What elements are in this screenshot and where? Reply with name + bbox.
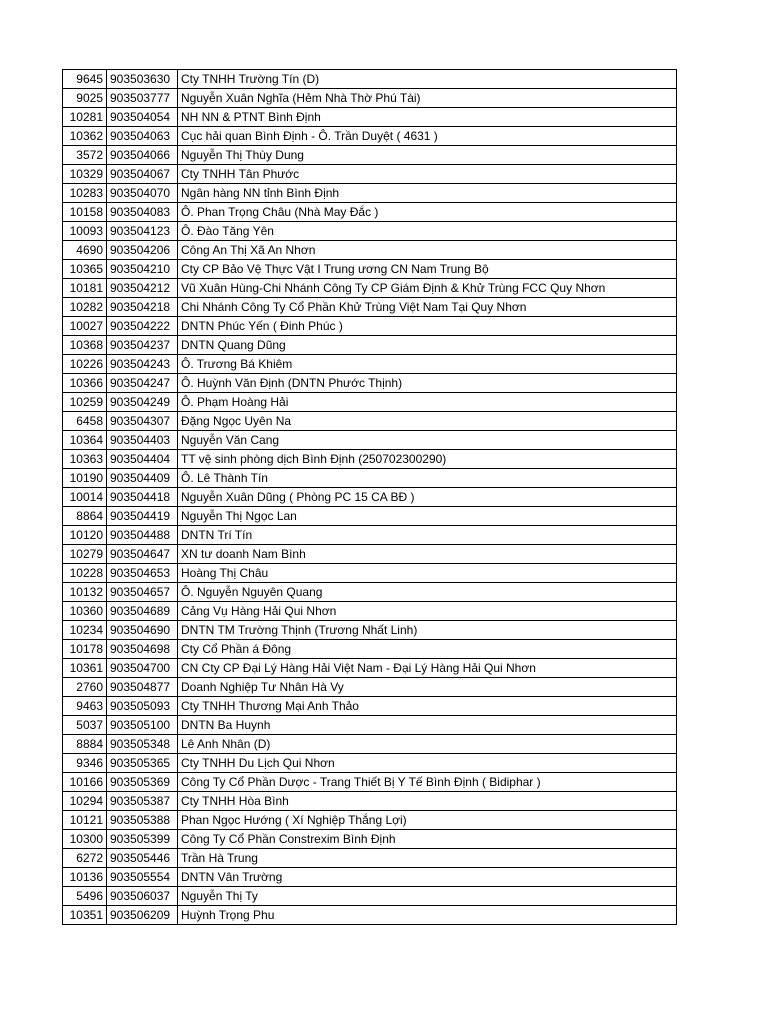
row-name-cell[interactable]: DNTN Phúc Yến ( Đinh Phúc ) (178, 317, 677, 336)
row-id-cell[interactable]: 10234 (63, 621, 107, 640)
row-id-cell[interactable]: 10279 (63, 545, 107, 564)
row-code-cell[interactable]: 903504218 (107, 298, 178, 317)
row-id-cell[interactable]: 9346 (63, 754, 107, 773)
table-row (63, 811, 677, 830)
row-code-cell[interactable]: 903504488 (107, 526, 178, 545)
row-id-cell[interactable]: 10132 (63, 583, 107, 602)
row-code-cell[interactable]: 903506209 (107, 906, 178, 925)
table-row (63, 450, 677, 469)
row-id-cell[interactable]: 10178 (63, 640, 107, 659)
table-row (63, 697, 677, 716)
row-name-cell[interactable]: DNTN TM Trường Thịnh (Trương Nhất Linh) (178, 621, 677, 640)
table-row (63, 203, 677, 222)
table-row (63, 355, 677, 374)
row-name-cell[interactable]: Doanh Nghiệp Tư Nhân Hà Vy (178, 678, 677, 697)
row-name-cell[interactable]: Ô. Phạm Hoàng Hải (178, 393, 677, 412)
row-name-cell[interactable]: Ô. Đào Tăng Yên (178, 222, 677, 241)
row-code-cell[interactable]: 903505369 (107, 773, 178, 792)
table-row (63, 906, 677, 925)
row-code-cell[interactable]: 903504054 (107, 108, 178, 127)
table-row (63, 640, 677, 659)
row-name-cell[interactable]: Nguyễn Văn Cang (178, 431, 677, 450)
row-code-cell[interactable]: 903504212 (107, 279, 178, 298)
table-row (63, 716, 677, 735)
row-code-cell[interactable]: 903504066 (107, 146, 178, 165)
row-code-cell[interactable]: 903505446 (107, 849, 178, 868)
table-row (63, 545, 677, 564)
table-row (63, 222, 677, 241)
row-name-cell[interactable]: Ngân hàng NN tỉnh Bình Định (178, 184, 677, 203)
row-name-cell[interactable]: Lê Anh Nhân (D) (178, 735, 677, 754)
row-code-cell[interactable]: 903505365 (107, 754, 178, 773)
table-row (63, 564, 677, 583)
row-name-cell[interactable]: Huỳnh Trọng Phu (178, 906, 677, 925)
row-id-cell[interactable]: 10360 (63, 602, 107, 621)
row-code-cell[interactable]: 903503777 (107, 89, 178, 108)
row-name-cell[interactable]: Cty Cổ Phần á Đông (178, 640, 677, 659)
row-id-cell[interactable]: 9645 (63, 70, 107, 89)
row-code-cell[interactable]: 903504243 (107, 355, 178, 374)
row-name-cell[interactable]: DNTN Vân Trường (178, 868, 677, 887)
table-row (63, 336, 677, 355)
row-name-cell[interactable]: XN tư doanh Nam Bình (178, 545, 677, 564)
row-id-cell[interactable]: 8864 (63, 507, 107, 526)
row-code-cell[interactable]: 903504877 (107, 678, 178, 697)
row-code-cell[interactable]: 903504222 (107, 317, 178, 336)
table-row (63, 621, 677, 640)
row-name-cell[interactable]: NH NN & PTNT Bình Định (178, 108, 677, 127)
row-id-cell[interactable]: 6272 (63, 849, 107, 868)
row-code-cell[interactable]: 903504647 (107, 545, 178, 564)
row-id-cell[interactable]: 10366 (63, 374, 107, 393)
row-name-cell[interactable]: Cty TNHH Tân Phước (178, 165, 677, 184)
row-id-cell[interactable]: 10014 (63, 488, 107, 507)
row-id-cell[interactable]: 9025 (63, 89, 107, 108)
row-id-cell[interactable]: 6458 (63, 412, 107, 431)
row-code-cell[interactable]: 903504698 (107, 640, 178, 659)
row-name-cell[interactable]: Hoàng Thị Châu (178, 564, 677, 583)
row-id-cell[interactable]: 10027 (63, 317, 107, 336)
row-name-cell[interactable]: Vũ Xuân Hùng-Chi Nhánh Công Ty CP Giám Định & Khử Trùng FCC Quy Nhơn (178, 279, 677, 298)
row-id-cell[interactable]: 10158 (63, 203, 107, 222)
table-row (63, 754, 677, 773)
table-row (63, 678, 677, 697)
row-name-cell[interactable]: Cty TNHH Hòa Bình (178, 792, 677, 811)
row-code-cell[interactable]: 903504063 (107, 127, 178, 146)
table-row (63, 526, 677, 545)
row-name-cell[interactable]: Cảng Vụ Hàng Hải Qui Nhơn (178, 602, 677, 621)
row-name-cell[interactable]: DNTN Ba Huynh (178, 716, 677, 735)
row-code-cell[interactable]: 903504409 (107, 469, 178, 488)
row-id-cell[interactable]: 10281 (63, 108, 107, 127)
row-code-cell[interactable]: 903504210 (107, 260, 178, 279)
table-row (63, 317, 677, 336)
row-id-cell[interactable]: 10120 (63, 526, 107, 545)
row-name-cell[interactable]: Ô. Trương Bá Khiêm (178, 355, 677, 374)
row-name-cell[interactable]: Nguyễn Xuân Nghĩa (Hẻm Nhà Thờ Phú Tài) (178, 89, 677, 108)
row-code-cell[interactable]: 903504419 (107, 507, 178, 526)
row-name-cell[interactable]: Ô. Phan Trọng Châu (Nhà May Đắc ) (178, 203, 677, 222)
row-code-cell[interactable]: 903504237 (107, 336, 178, 355)
row-id-cell[interactable]: 8884 (63, 735, 107, 754)
row-code-cell[interactable]: 903504067 (107, 165, 178, 184)
table-row (63, 735, 677, 754)
row-name-cell[interactable]: Cty TNHH Trường Tín (D) (178, 70, 677, 89)
table-row (63, 773, 677, 792)
row-id-cell[interactable]: 10300 (63, 830, 107, 849)
row-code-cell[interactable]: 903505554 (107, 868, 178, 887)
row-id-cell[interactable]: 10283 (63, 184, 107, 203)
row-code-cell[interactable]: 903504657 (107, 583, 178, 602)
row-id-cell[interactable]: 10294 (63, 792, 107, 811)
row-code-cell[interactable]: 903504404 (107, 450, 178, 469)
table-row (63, 431, 677, 450)
row-code-cell[interactable]: 903505348 (107, 735, 178, 754)
table-row (63, 393, 677, 412)
row-name-cell[interactable]: DNTN Trí Tín (178, 526, 677, 545)
table-row (63, 412, 677, 431)
table-row (63, 792, 677, 811)
table-row (63, 507, 677, 526)
row-name-cell[interactable]: CN Cty CP Đại Lý Hàng Hải Việt Nam - Đại Lý Hàng Hải Qui Nhơn (178, 659, 677, 678)
row-code-cell[interactable]: 903503630 (107, 70, 178, 89)
row-id-cell[interactable]: 10361 (63, 659, 107, 678)
row-id-cell[interactable]: 4690 (63, 241, 107, 260)
table-row (63, 887, 677, 906)
row-code-cell[interactable]: 903504700 (107, 659, 178, 678)
table-row (63, 70, 677, 89)
row-code-cell[interactable]: 903505100 (107, 716, 178, 735)
row-name-cell[interactable]: Cty TNHH Thương Mại Anh Thảo (178, 697, 677, 716)
row-id-cell[interactable]: 10351 (63, 906, 107, 925)
table-row (63, 849, 677, 868)
row-name-cell[interactable]: DNTN Quang Dũng (178, 336, 677, 355)
row-id-cell[interactable]: 10368 (63, 336, 107, 355)
row-name-cell[interactable]: Nguyễn Xuân Dũng ( Phòng PC 15 CA BĐ ) (178, 488, 677, 507)
row-name-cell[interactable]: TT vệ sinh phòng dịch Bình Định (250702300290) (178, 450, 677, 469)
row-id-cell[interactable]: 2760 (63, 678, 107, 697)
row-id-cell[interactable]: 10121 (63, 811, 107, 830)
table-row (63, 830, 677, 849)
row-code-cell[interactable]: 903504083 (107, 203, 178, 222)
row-id-cell[interactable]: 5037 (63, 716, 107, 735)
table-row (63, 184, 677, 203)
row-name-cell[interactable]: Công Ty Cổ Phần Constrexim Bình Định (178, 830, 677, 849)
row-code-cell[interactable]: 903504307 (107, 412, 178, 431)
row-id-cell[interactable]: 10190 (63, 469, 107, 488)
row-id-cell[interactable]: 10364 (63, 431, 107, 450)
row-code-cell[interactable]: 903504123 (107, 222, 178, 241)
table-row (63, 659, 677, 678)
row-name-cell[interactable]: Trần Hà Trung (178, 849, 677, 868)
row-name-cell[interactable]: Công An Thị Xã An Nhơn (178, 241, 677, 260)
table-row (63, 260, 677, 279)
row-id-cell[interactable]: 10329 (63, 165, 107, 184)
row-name-cell[interactable]: Ô. Nguyễn Nguyên Quang (178, 583, 677, 602)
row-id-cell[interactable]: 10365 (63, 260, 107, 279)
row-code-cell[interactable]: 903504070 (107, 184, 178, 203)
row-id-cell[interactable]: 10228 (63, 564, 107, 583)
row-name-cell[interactable]: Cục hải quan Bình Định - Ô. Trần Duyệt ( 4631 ) (178, 127, 677, 146)
row-code-cell[interactable]: 903505093 (107, 697, 178, 716)
table-row (63, 89, 677, 108)
row-id-cell[interactable]: 10282 (63, 298, 107, 317)
row-code-cell[interactable]: 903505388 (107, 811, 178, 830)
row-name-cell[interactable]: Ô. Lê Thành Tín (178, 469, 677, 488)
row-id-cell[interactable]: 10259 (63, 393, 107, 412)
row-code-cell[interactable]: 903505399 (107, 830, 178, 849)
row-id-cell[interactable]: 10226 (63, 355, 107, 374)
row-code-cell[interactable]: 903505387 (107, 792, 178, 811)
table-row (63, 298, 677, 317)
table-row (63, 583, 677, 602)
row-id-cell[interactable]: 10136 (63, 868, 107, 887)
row-id-cell[interactable]: 10363 (63, 450, 107, 469)
row-name-cell[interactable]: Ô. Huỳnh Văn Định (DNTN Phước Thịnh) (178, 374, 677, 393)
row-id-cell[interactable]: 10093 (63, 222, 107, 241)
row-id-cell[interactable]: 10362 (63, 127, 107, 146)
row-name-cell[interactable]: Chi Nhánh Công Ty Cổ Phần Khử Trùng Việt Nam Tại Quy Nhơn (178, 298, 677, 317)
table-row (63, 488, 677, 507)
row-name-cell[interactable]: Nguyễn Thị Ty (178, 887, 677, 906)
row-id-cell[interactable]: 5496 (63, 887, 107, 906)
row-name-cell[interactable]: Đặng Ngọc Uyên Na (178, 412, 677, 431)
table-row (63, 602, 677, 621)
row-id-cell[interactable]: 3572 (63, 146, 107, 165)
row-code-cell[interactable]: 903504206 (107, 241, 178, 260)
row-name-cell[interactable]: Phan Ngọc Hướng ( Xí Nghiệp Thắng Lợi) (178, 811, 677, 830)
row-code-cell[interactable]: 903506037 (107, 887, 178, 906)
table-row (63, 127, 677, 146)
row-id-cell[interactable]: 10181 (63, 279, 107, 298)
row-code-cell[interactable]: 903504653 (107, 564, 178, 583)
row-code-cell[interactable]: 903504249 (107, 393, 178, 412)
row-id-cell[interactable]: 9463 (63, 697, 107, 716)
table-row (63, 374, 677, 393)
customer-table-body (63, 70, 677, 925)
table-row (63, 165, 677, 184)
row-code-cell[interactable]: 903504690 (107, 621, 178, 640)
table-row (63, 469, 677, 488)
table-row (63, 241, 677, 260)
row-code-cell[interactable]: 903504689 (107, 602, 178, 621)
row-name-cell[interactable]: Cty TNHH Du Lịch Qui Nhơn (178, 754, 677, 773)
row-name-cell[interactable]: Nguyễn Thị Thùy Dung (178, 146, 677, 165)
table-row (63, 146, 677, 165)
row-code-cell[interactable]: 903504418 (107, 488, 178, 507)
row-name-cell[interactable]: Công Ty Cổ Phần Dược - Trang Thiết Bị Y Tế Bình Định ( Bidiphar ) (178, 773, 677, 792)
row-code-cell[interactable]: 903504247 (107, 374, 178, 393)
table-row (63, 108, 677, 127)
table-row (63, 279, 677, 298)
row-code-cell[interactable]: 903504403 (107, 431, 178, 450)
table-row (63, 868, 677, 887)
row-id-cell[interactable]: 10166 (63, 773, 107, 792)
row-name-cell[interactable]: Cty CP Bảo Vệ Thực Vật I Trung ương CN Nam Trung Bộ (178, 260, 677, 279)
row-name-cell[interactable]: Nguyễn Thị Ngọc Lan (178, 507, 677, 526)
customer-table (62, 69, 677, 925)
